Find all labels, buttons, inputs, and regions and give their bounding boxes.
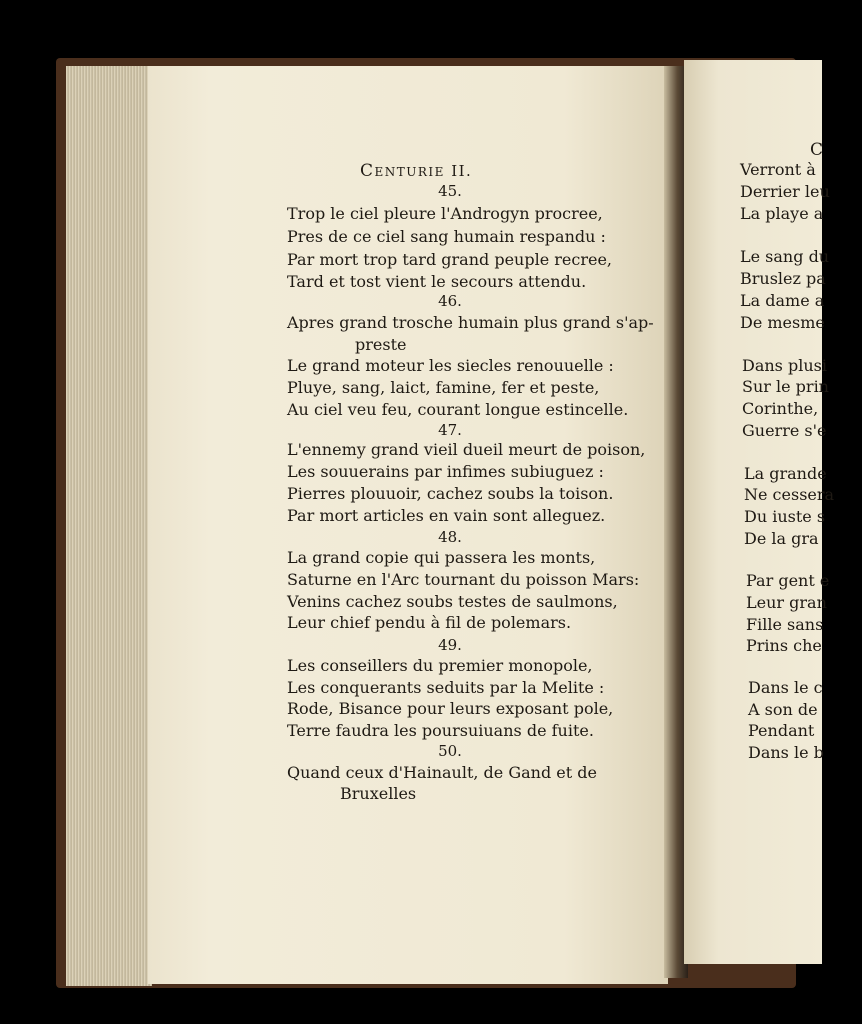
right-verse-line: De mesme (740, 313, 825, 332)
verse-line: Le grand moteur les siecles renouuelle : (287, 356, 614, 375)
right-verse-line: Pendant (748, 721, 815, 740)
right-verse-line: La playe a (740, 204, 824, 223)
verse-line: Terre faudra les poursuiuans de fuite. (287, 721, 594, 740)
right-page (684, 60, 835, 964)
verse-line: Les conseillers du premier monopole, (287, 656, 593, 675)
verse-line: Pierres plouuoir, cachez soubs la toison. (287, 484, 614, 503)
verse-line: Pluye, sang, laict, famine, fer et peste, (287, 378, 600, 397)
right-verse-line: Par gent e (746, 571, 830, 590)
verse-line: Au ciel veu feu, courant longue estincelle. (287, 400, 629, 419)
verse-line: Pres de ce ciel sang humain respandu : (287, 227, 606, 246)
verse-line: Venins cachez soubs testes de saulmons, (287, 592, 618, 611)
verse-line: Trop le ciel pleure l'Androgyn procree, (287, 204, 603, 223)
right-verse-line: Derrier leu (740, 182, 830, 201)
right-verse-line: Ne cessera (744, 485, 835, 504)
header-title: Centurie (360, 161, 445, 181)
right-verse-line: Bruslez pa (740, 269, 826, 288)
page-header (360, 161, 472, 181)
verse-line: La grand copie qui passera les monts, (287, 548, 596, 567)
right-verse-line: Leur gran (746, 593, 827, 612)
header-number: II. (451, 162, 473, 180)
right-verse-line: A son de (748, 700, 818, 719)
quatrain-number: 46. (438, 292, 462, 310)
right-verse-line: De la gra (744, 529, 819, 548)
verse-line: Par mort articles en vain sont alleguez. (287, 506, 606, 525)
right-verse-line: Dans le c (748, 678, 823, 697)
right-verse-line: Guerre s'e (742, 421, 827, 440)
page-edges (66, 66, 152, 986)
right-verse-line: Verront à (740, 160, 816, 179)
verse-line: Quand ceux d'Hainault, de Gand et de (287, 763, 597, 782)
verse-line: L'ennemy grand vieil dueil meurt de poison, (287, 440, 646, 459)
verse-line: Les souuerains par infimes subiuguez : (287, 462, 604, 481)
right-verse-line: La dame a (740, 291, 825, 310)
quatrain-number: 49. (438, 636, 462, 654)
right-verse-line: Fille sans (746, 615, 824, 634)
verse-line: Bruxelles (340, 784, 417, 803)
quatrain-number: 45. (438, 182, 462, 200)
verse-line: Par mort trop tard grand peuple recree, (287, 250, 613, 269)
verse-line: Leur chief pendu à fil de polemars. (287, 613, 572, 632)
right-verse-line: Corinthe, (742, 399, 819, 418)
right-verse-line: Le sang du (740, 247, 830, 266)
right-verse-line: Dans plusi (742, 356, 827, 375)
quatrain-number: 50. (438, 742, 462, 760)
quatrain-number: 47. (438, 421, 462, 439)
right-verse-line: Du iuste s (744, 507, 826, 526)
right-verse-line: Prins che (746, 636, 822, 655)
right-verse-line: Sur le prin (742, 377, 829, 396)
verse-line: preste (355, 335, 407, 354)
quatrain-number: 48. (438, 528, 462, 546)
verse-line: Tard et tost vient le secours attendu. (287, 272, 587, 291)
right-verse-line: La grande (744, 464, 827, 483)
verse-line: Apres grand trosche humain plus grand s'ap- (287, 313, 654, 332)
verse-line: Rode, Bisance pour leurs exposant pole, (287, 699, 614, 718)
verse-line: Saturne en l'Arc tournant du poisson Mars: (287, 570, 640, 589)
right-verse-line: Dans le b (748, 743, 824, 762)
right-header-fragment: C (810, 140, 824, 160)
verse-line: Les conquerants seduits par la Melite : (287, 678, 605, 697)
